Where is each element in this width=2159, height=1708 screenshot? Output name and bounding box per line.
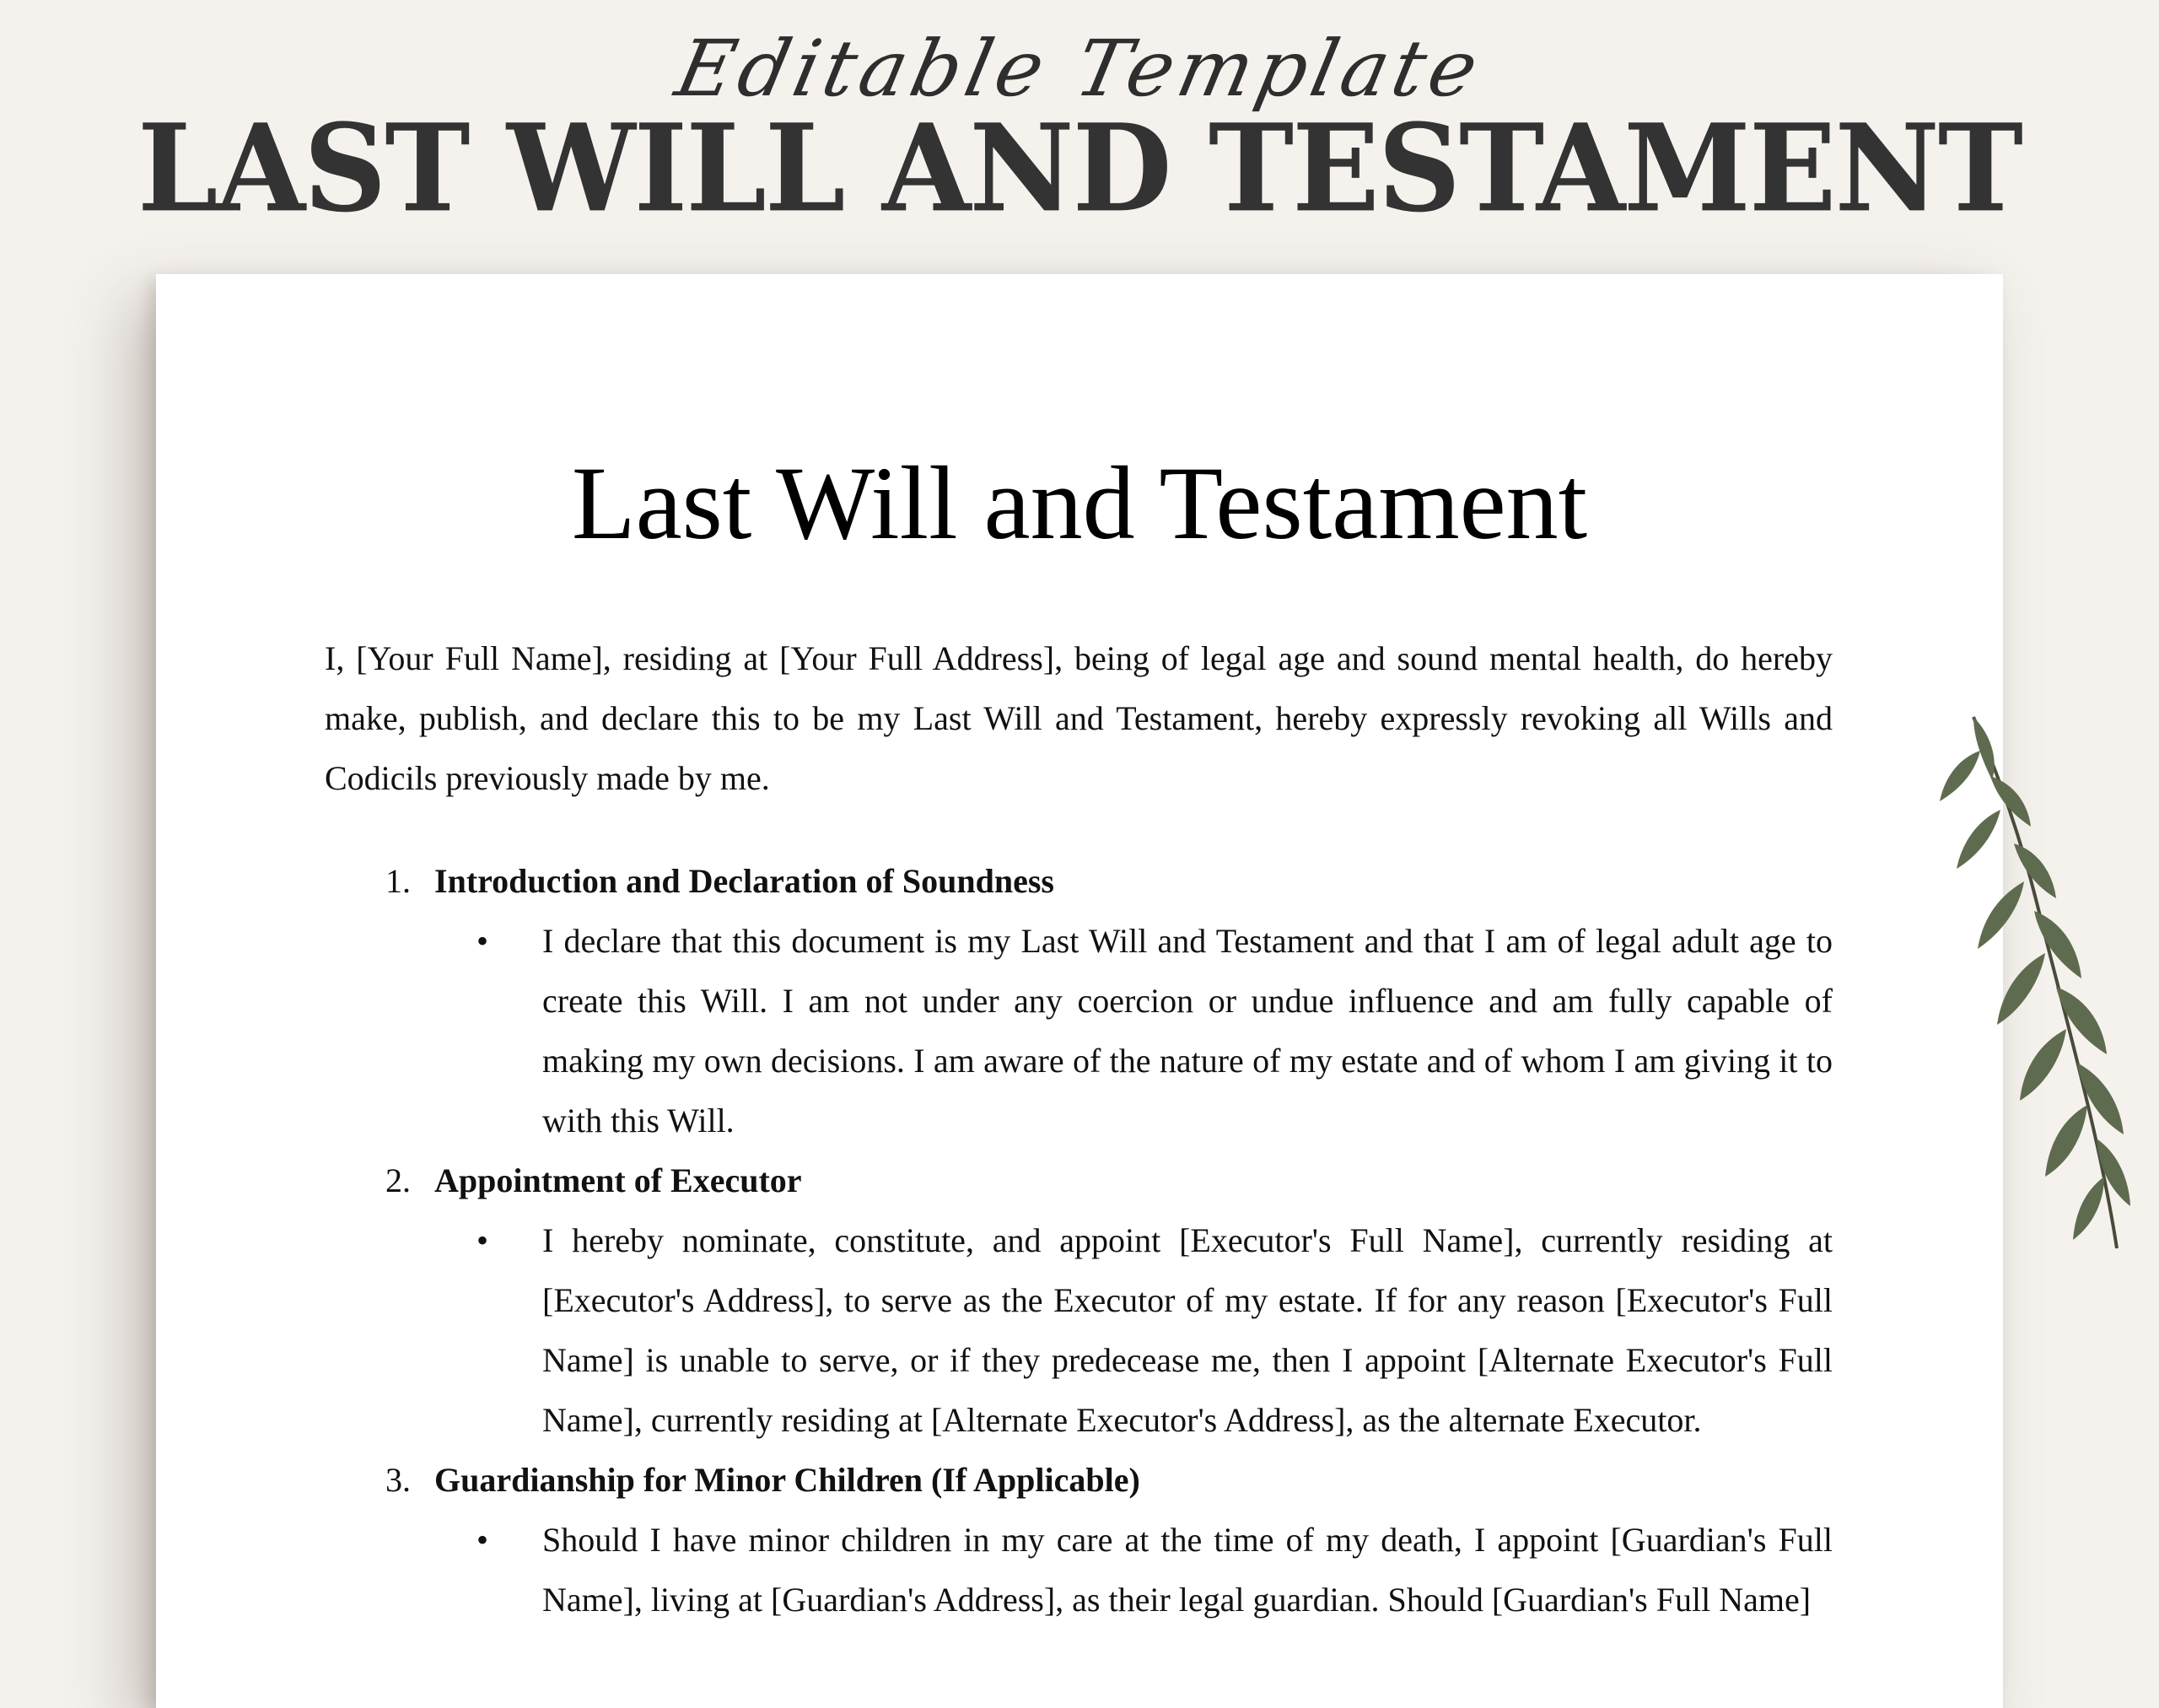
section-heading [325,1150,1833,1210]
bullet-item [325,911,1833,1150]
bullet-text: Should I have minor children in my care at the time of my death, I appoint [Guardian's Full Name], living at [Guardian's Address], as their legal guardian. Should [Guardian's Full Name] [542,1521,1833,1619]
document-title: Last Will and Testament [571,445,1588,561]
section-item [325,851,1833,1150]
bullet-item [325,1510,1833,1630]
section-heading [325,1450,1833,1510]
rosemary-sprig-icon [1940,700,2134,1290]
intro-paragraph: I, [Your Full Name], residing at [Your Full Address], being of legal age and sound mental health, do hereby make, publish, and declare this to be my Last Will and Testament, hereby expressly revoking all Wills and Codicils previously made by me. [325,639,1833,797]
section-item [325,1450,1833,1630]
bullet-text: I hereby nominate, constitute, and appoint [Executor's Full Name], currently residing at [Executor's Address], to serve as the Executor of my estate. If for any reason [Executor's Full Name] is unable to serve, or if they predecease me, then I appoint [Alternate Executor's Full Name], currently residing at [Alternate Executor's Address], as the alternate Executor. [542,1221,1833,1439]
section-heading-text: Guardianship for Minor Children (If Applicable) [434,1461,1140,1499]
bullet-marker: • [476,922,489,960]
section-number: 1. [385,862,411,900]
bullet-marker: • [476,1221,489,1259]
section-list [325,851,1833,1630]
bullet-text: I declare that this document is my Last Will and Testament and that I am of legal adult age to create this Will. I am not under any coercion or undue influence and am fully capable of making my own decisions. I am aware of the nature of my estate and of whom I am giving it to with this Will. [542,922,1833,1140]
section-heading-text: Appointment of Executor [434,1161,802,1199]
section-heading-text: Introduction and Declaration of Soundness [434,862,1054,900]
document-page [156,274,2003,1708]
section-item [325,1150,1833,1450]
section-heading [325,851,1833,911]
banner-title: LAST WILL AND TESTAMENT [137,98,2022,240]
section-number: 3. [385,1461,411,1499]
bullet-marker: • [476,1521,489,1559]
script-subtitle: Editable Template [668,24,1491,114]
section-number: 2. [385,1161,411,1199]
bullet-item [325,1210,1833,1450]
